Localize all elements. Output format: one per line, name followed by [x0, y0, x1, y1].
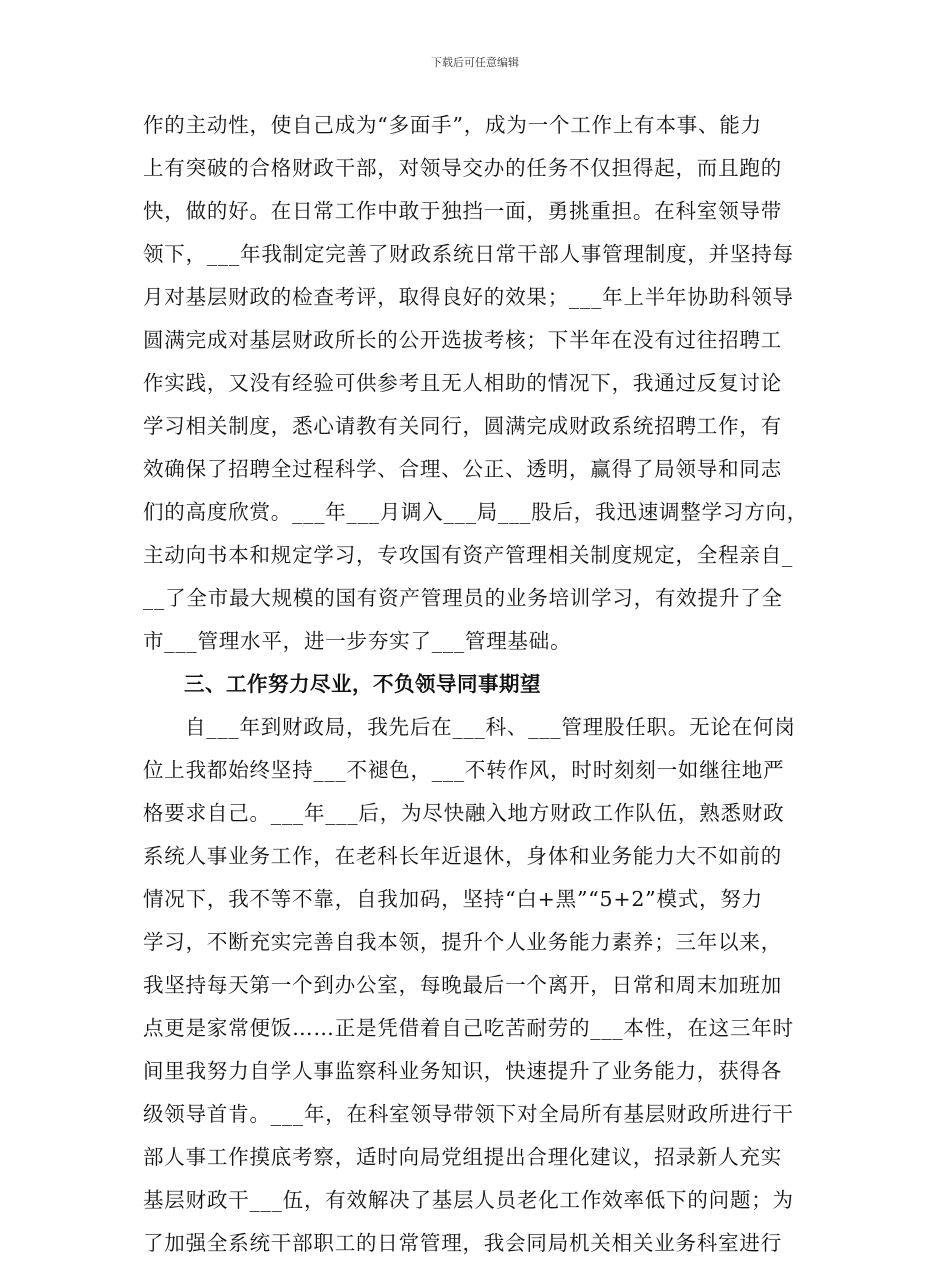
text-line: 部人事工作摸底考察，适时向局党组提出合理化建议，招录新人充实 [143, 1145, 782, 1169]
text-line: 自___年到财政局，我先后在___科、___管理股任职。无论在何岗 [185, 715, 796, 739]
text-line: 月对基层财政的检查考评，取得良好的效果；___年上半年协助科领导 [143, 285, 794, 309]
text-line: 领下，___年我制定完善了财政系统日常干部人事管理制度，并坚持每 [143, 242, 794, 266]
text-line: 了加强全系统干部职工的日常管理，我会同局机关相关业务科室进行 [143, 1231, 782, 1255]
text-line: __了全市最大规模的国有资产管理员的业务培训学习，有效提升了全 [143, 586, 783, 610]
text-line: 作的主动性，使自己成为“多面手”，成为一个工作上有本事、能力 [143, 113, 762, 137]
page-header: 下载后可任意编辑 [431, 56, 519, 69]
text-line: 主动向书本和规定学习，专攻国有资产管理相关制度规定，全程亲自_ [143, 543, 794, 567]
text-line: 学习，不断充实完善自我本领，提升个人业务能力素养；三年以来， [143, 930, 782, 954]
text-line: 快，做的好。在日常工作中敢于独挡一面，勇挑重担。在科室领导带 [143, 199, 782, 223]
text-line: 点更是家常便饭……正是凭借着自己吃苦耐劳的___本性，在这三年时 [143, 1016, 794, 1040]
text-line: 们的高度欣赏。___年___月调入___局___股后，我迅速调整学习方向， [143, 500, 809, 524]
text-line: 圆满完成对基层财政所长的公开选拔考核；下半年在没有过往招聘工 [143, 328, 782, 352]
text-line: 格要求自己。___年___后，为尽快融入地方财政工作队伍，熟悉财政 [143, 801, 785, 825]
paragraph-2 [143, 706, 815, 1265]
paragraph-1 [143, 104, 815, 663]
document-body [143, 104, 815, 1265]
text-line: 位上我都始终坚持___不褪色，___不转作风，时时刻刻一如继往地严 [143, 758, 785, 782]
text-line: 作实践，又没有经验可供参考且无人相助的情况下，我通过反复讨论 [143, 371, 782, 395]
text-line: 情况下，我不等不靠，自我加码，坚持“白+黑”“5+2”模式，努力 [143, 887, 763, 911]
text-line: 级领导首肯。___年，在科室领导带领下对全局所有基层财政所进行干 [143, 1102, 794, 1126]
text-line: 间里我努力自学人事监察科业务知识，快速提升了业务能力，获得各 [143, 1059, 782, 1083]
text-line: 基层财政干___伍，有效解决了基层人员老化工作效率低下的问题；为 [143, 1188, 794, 1212]
section-heading: 三、工作努力尽业，不负领导同事期望 [184, 672, 541, 696]
text-line: 效确保了招聘全过程科学、合理、公正、透明，赢得了局领导和同志 [143, 457, 782, 481]
text-line: 系统人事业务工作，在老科长年近退休，身体和业务能力大不如前的 [143, 844, 782, 868]
text-line: 学习相关制度，悉心请教有关同行，圆满完成财政系统招聘工作，有 [143, 414, 782, 438]
text-line: 上有突破的合格财政干部，对领导交办的任务不仅担得起，而且跑的 [143, 156, 782, 180]
text-line: 市___管理水平，进一步夯实了___管理基础。 [143, 629, 572, 653]
text-line: 我坚持每天第一个到办公室，每晚最后一个离开，日常和周末加班加 [143, 973, 782, 997]
